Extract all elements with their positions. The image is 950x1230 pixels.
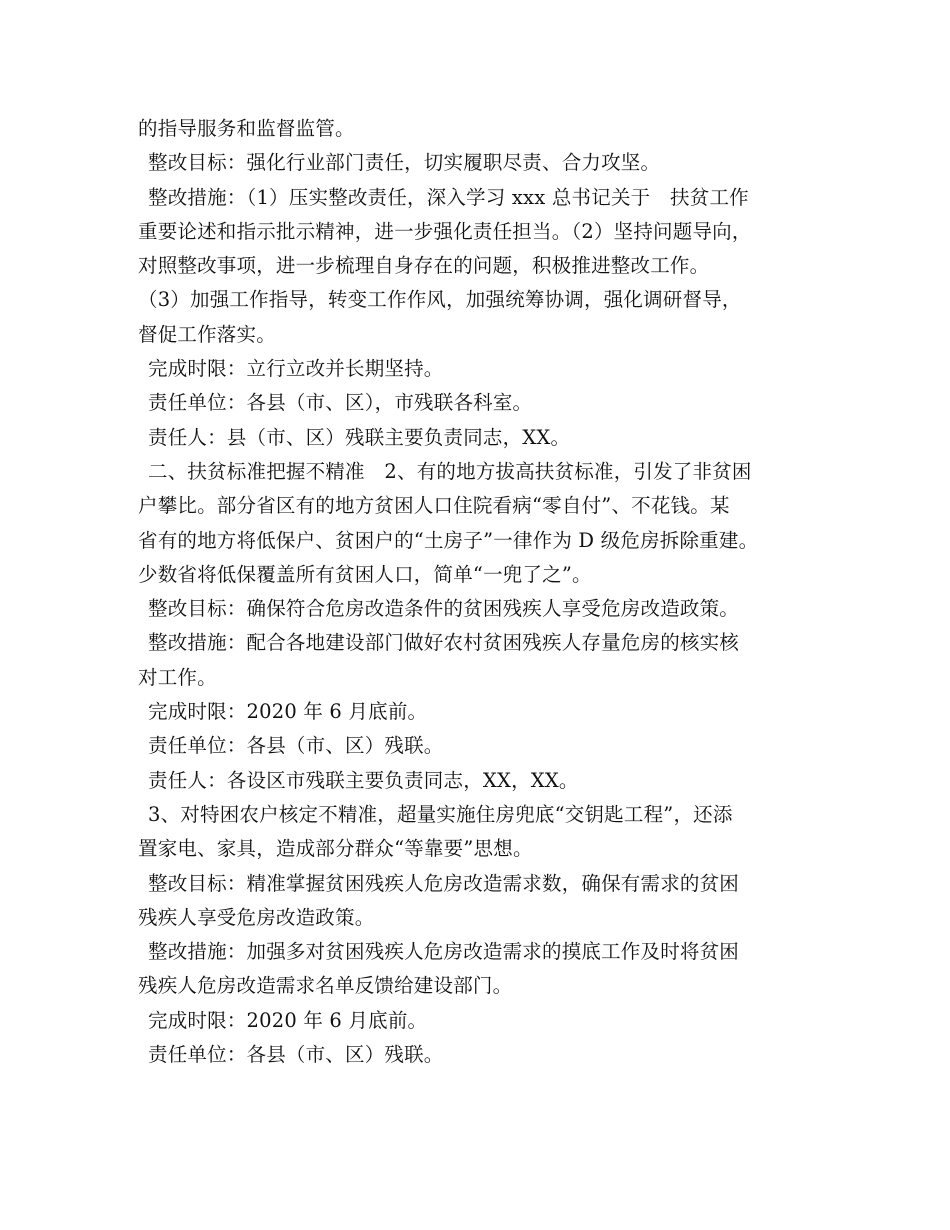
text-line: 责任人：各设区市残联主要负责同志，XX，XX。 bbox=[148, 768, 579, 792]
text-line: 整改目标：强化行业部门责任，切实履职尽责、合力攻坚。 bbox=[148, 151, 661, 175]
text-line: 对工作。 bbox=[138, 665, 217, 689]
text-line: 重要论述和指示批示精神，进一步强化责任担当。（2）坚持问题导向， bbox=[138, 219, 752, 243]
text-line: 户攀比。部分省区有的地方贫困人口住院看病“零自付”、不花钱。某 bbox=[138, 494, 730, 518]
text-line: 二、扶贫标准把握不精准 2、有的地方拔高扶贫标准，引发了非贫困 bbox=[148, 459, 752, 483]
text-line: 3、对特困农户核定不精准，超量实施住房兜底“交钥匙工程”，还添 bbox=[148, 802, 733, 826]
text-line: 残疾人危房改造需求名单反馈给建设部门。 bbox=[138, 974, 513, 998]
text-line: 整改措施：（1）压实整改责任，深入学习 xxx 总书记关于 扶贫工作 bbox=[148, 185, 749, 209]
text-line: 责任单位：各县（市、区）残联。 bbox=[148, 1043, 444, 1067]
text-line: 的指导服务和监督监管。 bbox=[138, 117, 355, 140]
text-line: 完成时限：2020 年 6 月底前。 bbox=[148, 1008, 428, 1032]
text-line: 整改目标：精准掌握贫困残疾人危房改造需求数，确保有需求的贫困 bbox=[148, 871, 740, 895]
text-line: 残疾人享受危房改造政策。 bbox=[138, 905, 375, 929]
text-line: 责任单位：各县（市、区）残联。 bbox=[148, 734, 444, 758]
text-line: 对照整改事项，进一步梳理自身存在的问题，积极推进整改工作。 bbox=[138, 254, 710, 278]
text-line: 整改目标：确保符合危房改造条件的贫困残疾人享受危房改造政策。 bbox=[148, 597, 740, 621]
text-line: 置家电、家具，造成部分群众“等靠要”思想。 bbox=[138, 837, 533, 861]
text-line: 整改措施：加强多对贫困残疾人危房改造需求的摸底工作及时将贫困 bbox=[148, 940, 740, 964]
text-line: 督促工作落实。 bbox=[138, 322, 276, 346]
text-line: 责任人：县（市、区）残联主要负责同志，XX。 bbox=[148, 425, 571, 449]
text-line: 少数省将低保覆盖所有贫困人口，简单“一兜了之”。 bbox=[138, 562, 592, 586]
text-line: 完成时限：立行立改并长期坚持。 bbox=[148, 357, 444, 381]
text-line: 责任单位：各县（市、区），市残联各科室。 bbox=[148, 391, 533, 415]
text-line: 整改措施：配合各地建设部门做好农村贫困残疾人存量危房的核实核 bbox=[148, 631, 740, 655]
text-line: 省有的地方将低保户、贫困户的“土房子”一律作为 D 级危房拆除重建。 bbox=[138, 528, 759, 552]
document-body bbox=[138, 112, 828, 1072]
text-line: （3）加强工作指导，转变工作作风，加强统筹协调，强化调研督导， bbox=[138, 288, 742, 312]
text-line: 完成时限：2020 年 6 月底前。 bbox=[148, 700, 428, 724]
